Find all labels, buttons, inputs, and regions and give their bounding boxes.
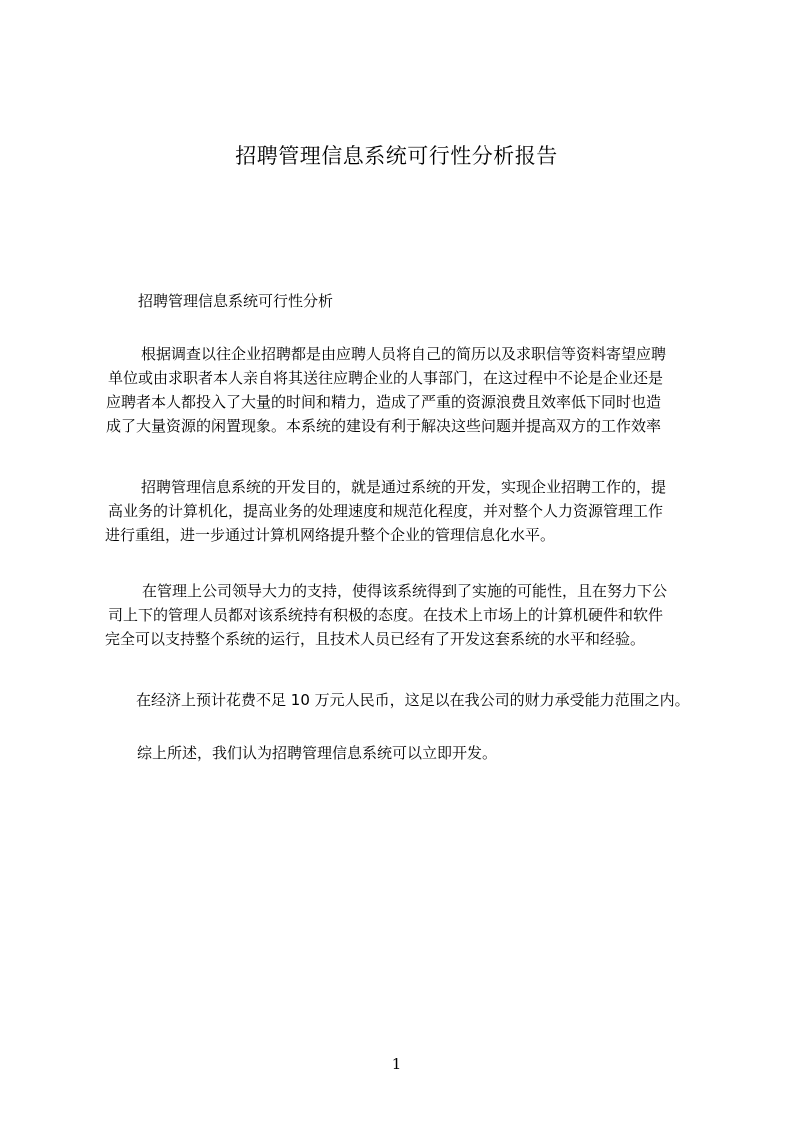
paragraph-line: 根据调查以往企业招聘都是由应聘人员将自己的简历以及求职信等资料寄望应聘 (141, 345, 667, 363)
paragraph-background (0, 342, 793, 438)
document-title: 招聘管理信息系统可行性分析报告 (235, 144, 558, 168)
paragraph-line: 招聘管理信息系统的开发目的，就是通过系统的开发，实现企业招聘工作的，提 (141, 478, 667, 496)
paragraph-purpose (0, 475, 793, 547)
paragraph-line: 司上下的管理人员都对该系统持有积极的态度。在技术上市场上的计算机硬件和软件 (108, 606, 664, 624)
section-heading: 招聘管理信息系统可行性分析 (138, 292, 334, 310)
page-number: 1 (391, 1055, 402, 1073)
paragraph-conclusion: 综上所述，我们认为招聘管理信息系统可以立即开发。 (137, 744, 498, 762)
paragraph-economic: 在经济上预计花费不足 10 万元人民币，这足以在我公司的财力承受能力范围之内。 (136, 691, 690, 709)
paragraph-line: 高业务的计算机化，提高业务的处理速度和规范化程度，并对整个人力资源管理工作 (108, 502, 664, 520)
paragraph-management (0, 579, 793, 651)
paragraph-line: 完全可以支持整个系统的运行，且技术人员已经有了开发这套系统的水平和经验。 (105, 630, 646, 648)
paragraph-line: 应聘者本人都投入了大量的时间和精力，造成了严重的资源浪费且效率低下同时也造 (106, 393, 662, 411)
paragraph-line: 进行重组，进一步通过计算机网络提升整个企业的管理信息化水平。 (105, 526, 556, 544)
paragraph-line: 在管理上公司领导大力的支持，使得该系统得到了实施的可能性，且在努力下公 (142, 582, 668, 600)
paragraph-line: 单位或由求职者本人亲自将其送往应聘企业的人事部门，在这过程中不论是企业还是 (108, 369, 664, 387)
paragraph-line: 成了大量资源的闲置现象。本系统的建设有利于解决这些问题并提高双方的工作效率 (106, 417, 662, 435)
